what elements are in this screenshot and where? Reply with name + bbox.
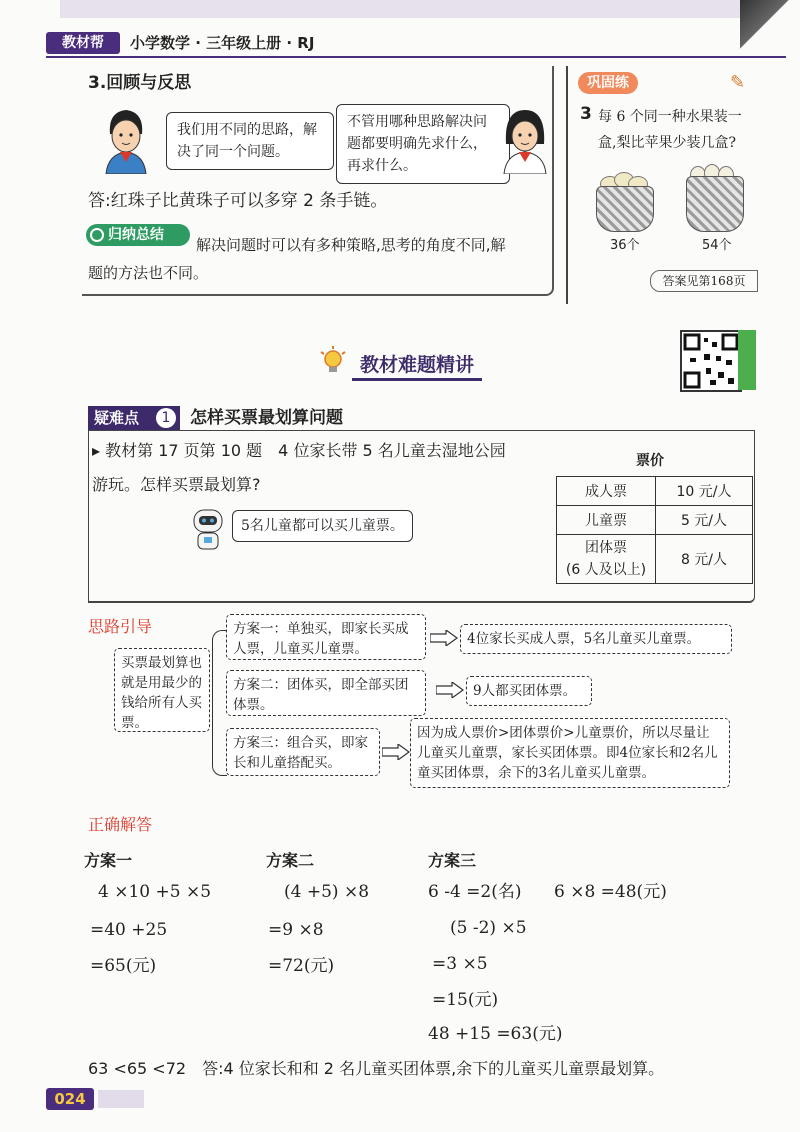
girl-illustration-icon [496,104,554,174]
plan-2-box [226,670,426,716]
plan-3-step-2: 6 ×8 =48(元) [554,882,667,902]
arrow-icon [430,630,458,650]
summary-line-2: 题的方法也不同。 [88,264,209,282]
plan-3-step-5: =15(元) [432,990,499,1010]
difficulty-label: 疑难点 [88,406,180,430]
lightbulb-icon [318,346,348,376]
practice-divider [566,66,568,304]
page-number: 024 [46,1088,94,1110]
plan-2-step-2: =9 ×8 [268,920,324,940]
arrow-icon [436,682,464,702]
root-idea-text: 买票最划算也就是用最少的钱给所有人买票。 [121,655,202,731]
final-answer: 63 <65 <72 答:4 位家长和和 2 名儿童买团体票,余下的儿童买儿童票最划算。 [88,1059,665,1078]
thinking-guide-label: 思路引导 [88,617,153,636]
plan-3-step-1: 6 -4 =2(名) [428,882,522,902]
plan-2-step-1: (4 +5) ×8 [284,882,370,902]
price-table-title: 票价 [636,453,664,469]
girl-speech-bubble [336,104,510,184]
summary-badge [86,224,190,246]
table-row [557,477,753,506]
plan-2-title: 方案二 [266,851,315,870]
plan-3-text: 方案三：组合买，即家长和儿童搭配买。 [233,735,368,771]
target-icon [90,228,104,242]
practice-badge: 巩固练 [578,72,638,94]
plan-1-step-2: =40 +25 [90,920,168,940]
plan-3-title: 方案三 [428,851,477,870]
apple-count: 36个 [610,238,640,253]
header-divider [46,56,786,58]
summary-line-1: 解决问题时可以有多种策略,思考的角度不同,解 [196,236,506,254]
answer-reference[interactable]: 答案见第168页 [650,270,758,292]
practice-question-text: 每 6 个同一种水果装一盒,梨比苹果少装几盒? [598,109,742,151]
pear-count: 54个 [702,238,732,253]
ticket-type-cell [557,535,656,584]
summary-badge-label: 归纳总结 [108,227,164,243]
plan-2-text: 方案二：团体买，即全部买团体票。 [233,677,409,713]
practice-question-number: 3 [580,104,592,124]
plan-2-result [466,676,592,706]
plan-1-result [460,624,732,654]
problem-text-line-1: ▸ 教材第 17 页第 10 题 4 位家长带 5 名儿童去湿地公园 [92,441,506,460]
section-banner: 教材难题精讲 [352,352,482,381]
robot-speech-bubble [232,510,413,542]
difficulty-title: 怎样买票最划算问题 [190,408,343,428]
plan-3-box [226,728,380,776]
plan-1-result-text: 4位家长买成人票，5名儿童买儿童票。 [467,631,701,647]
price-table [556,476,753,584]
correct-answer-label: 正确解答 [88,815,153,834]
book-subject: 小学数学 · 三年级上册 · RJ [130,34,315,52]
brand-logo: 教材帮 [46,32,120,54]
table-row [557,506,753,535]
plan-1-box [226,614,426,660]
review-answer: 答:红珠子比黄珠子可以多穿 2 条手链。 [88,191,388,211]
ticket-price: 10 元/人 [656,477,753,506]
review-title: 3.回顾与反思 [88,73,192,93]
robot-speech-text: 5名儿童都可以买儿童票。 [241,518,404,534]
bracket-connector [212,630,227,776]
plan-3-step-4: =3 ×5 [432,954,488,974]
plan-3-result [410,718,730,788]
root-idea-box [114,648,210,732]
difficulty-number: 1 [156,408,176,428]
plan-2-step-3: =72(元) [268,956,335,976]
arrow-icon [382,744,410,764]
plan-3-step-3: (5 -2) ×5 [450,918,527,938]
ticket-note: (6 人及以上) [565,562,647,578]
plan-1-step-1: 4 ×10 +5 ×5 [98,882,212,902]
page-curl-decoration [740,0,800,60]
qr-tab [738,330,756,390]
table-row [557,535,753,584]
plan-1-title: 方案一 [84,851,133,870]
plan-3-result-text: 因为成人票价>团体票价>儿童票价，所以尽量让儿童买儿童票，家长买团体票。即4位家长和2名儿童买团体票，余下的3名儿童买儿童票。 [417,725,718,781]
girl-speech-text: 不管用哪种思路解决问题都要明确先求什么，再求什么。 [347,114,487,174]
boy-speech-text: 我们用不同的思路，解决了同一个问题。 [177,122,317,160]
qr-code-icon[interactable] [680,330,742,392]
plan-1-step-3: =65(元) [90,956,157,976]
boy-speech-bubble [166,112,334,170]
boy-illustration-icon [96,104,156,174]
footer-tag-decoration [98,1090,144,1108]
ticket-price: 8 元/人 [656,535,753,584]
robot-icon [190,506,226,554]
plan-3-step-6: 48 +15 =63(元) [428,1024,563,1044]
plan-2-result-text: 9人都买团体票。 [473,683,577,699]
plan-1-text: 方案一：单独买，即家长买成人票，儿童买儿童票。 [233,621,409,657]
ticket-price: 5 元/人 [656,506,753,535]
ticket-type: 团体票 [585,540,627,556]
ticket-type: 儿童票 [557,506,656,535]
problem-text-line-2: 游玩。怎样买票最划算? [92,475,261,494]
page-header [0,0,800,58]
pencil-icon: ✎ [730,72,746,93]
ticket-type: 成人票 [557,477,656,506]
